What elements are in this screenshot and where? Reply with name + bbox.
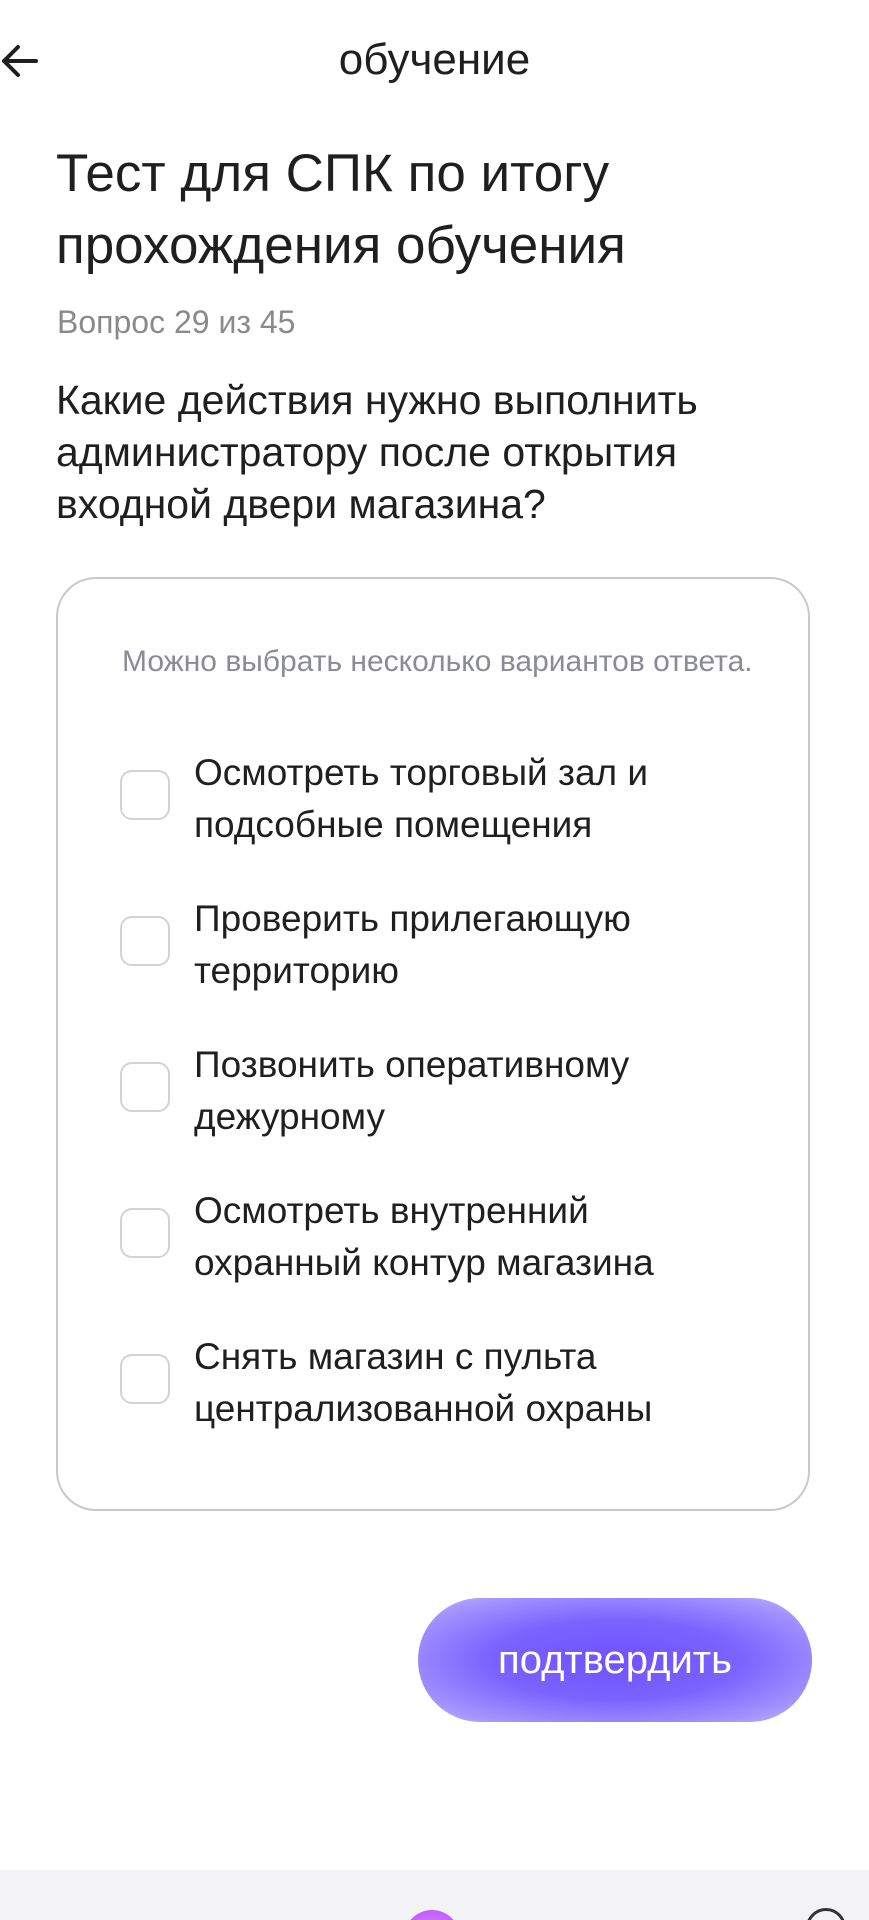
checkbox[interactable] (120, 916, 170, 966)
header (0, 0, 869, 125)
page-title: обучение (338, 35, 531, 84)
answer-option-label: Проверить прилегающую территорию (194, 898, 631, 991)
answer-option-label: Осмотреть внутренний охранный контур магазина (194, 1190, 654, 1283)
checkbox[interactable] (120, 1062, 170, 1112)
answer-option-1[interactable] (120, 747, 760, 857)
test-title: Тест для СПК по итогу прохождения обучения (56, 144, 626, 275)
answer-option-label: Позвонить оперативному дежурному (194, 1044, 630, 1137)
checkbox[interactable] (120, 1354, 170, 1404)
confirm-button[interactable]: подтвердить (418, 1598, 812, 1722)
question-text: Какие действия нужно выполнить администратору после открытия входной двери магазина? (56, 377, 698, 527)
bottom-navigation-bar (0, 1870, 869, 1920)
multi-select-hint: Можно выбрать несколько вариантов ответа. (122, 645, 753, 678)
answer-option-label: Осмотреть торговый зал и подсобные помещения (194, 752, 649, 845)
checkbox[interactable] (120, 770, 170, 820)
assistant-bubble-icon[interactable] (404, 1910, 460, 1920)
profile-icon[interactable] (806, 1908, 846, 1920)
question-progress: Вопрос 29 из 45 (57, 304, 296, 340)
answer-option-2[interactable] (120, 893, 760, 1003)
answer-option-3[interactable] (120, 1039, 760, 1149)
answer-option-5[interactable] (120, 1331, 760, 1441)
answer-card (56, 577, 810, 1511)
answer-option-label: Снять магазин с пульта централизованной охраны (194, 1336, 653, 1429)
answer-option-4[interactable] (120, 1185, 760, 1295)
checkbox[interactable] (120, 1208, 170, 1258)
